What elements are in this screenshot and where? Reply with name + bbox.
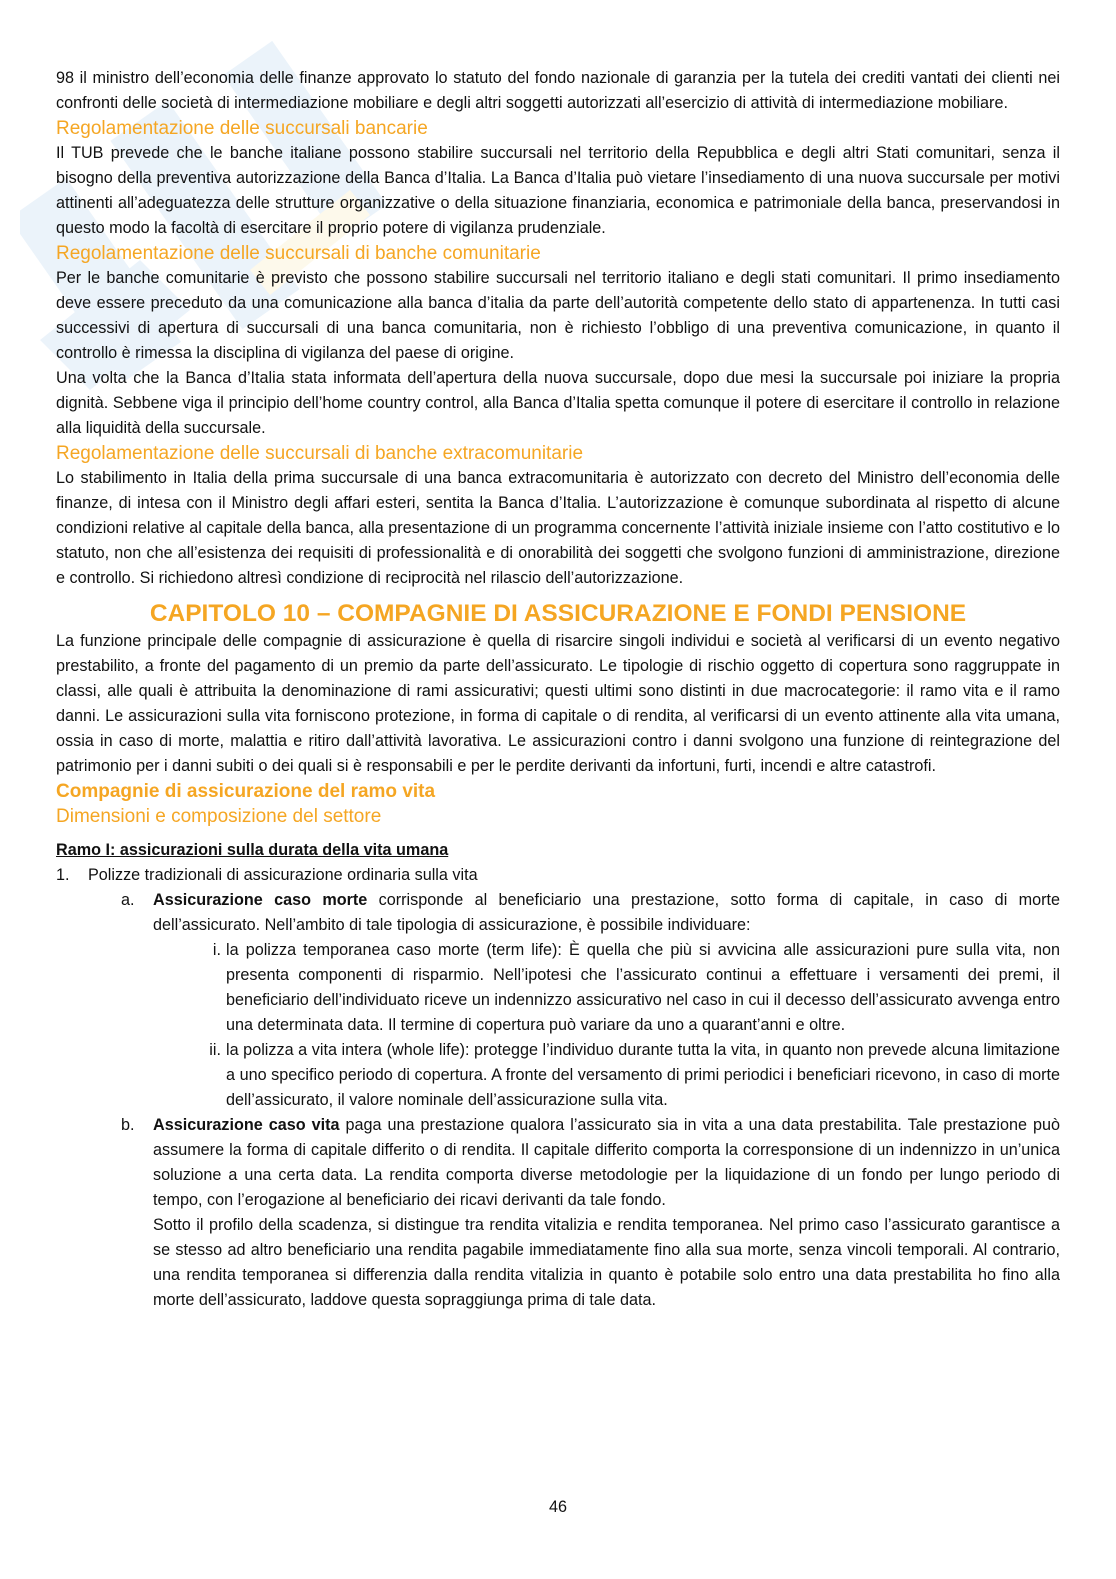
list-item-i xyxy=(56,938,1060,1038)
section-banche-extracomunitarie-body: Lo stabilimento in Italia della prima succursale di una banca extracomunitaria è autorizzato con decreto del Ministro dell’economia delle finanze, di intesa con il Ministro degli affari esteri, sentita la Banca d’Italia. L’autorizzazione è comunque subordinata al rispetto di alcune condizioni relative al capitale della banca, alla presentazione di un programma concernente l’attività iniziale insieme con l’atto costitutivo e lo statuto, non che all’esistenza dei requisiti di professionalità e di onorabilità dei soggetti che svolgono funzioni di amministrazione, direzione e controllo. Si richiedono altresì condizione di reciprocità nel rilascio dell’autorizzazione. xyxy=(56,469,1060,587)
list-item-text: Assicurazione caso vita paga una prestazione qualora l’assicurato sia in vita a una data prestabilita. Tale prestazione può assumere la forma di capitale differito o di rendita. Il capitale differito comporta la corresponsione di un indennizzo in un’unica soluzione a una certa data. La rendita comporta diverse metodologie per la liquidazione di un fondo per lungo periodo di tempo, con l’erogazione al beneficiario dei ricavi derivanti da tale fondo. xyxy=(153,1116,1061,1209)
document-page xyxy=(56,66,1060,1313)
subheading-ramo-vita: Compagnie di assicurazione del ramo vita xyxy=(56,781,436,802)
list-item-text: Polizze tradizionali di assicurazione ordinaria sulla vita xyxy=(88,866,478,884)
list-marker: i. xyxy=(212,941,221,959)
subheading-dimensioni-settore: Dimensioni e composizione del settore xyxy=(56,806,382,827)
list-item-b-continuation: Sotto il profilo della scadenza, si distingue tra rendita vitalizia e rendita temporanea. Nel primo caso l’assicurato garantisce a se stesso ad altro beneficiario una rendita pagabile immediatamente fino alla sua morte, senza vincoli temporali. Al contrario, una rendita temporanea si differenzia dalla rendita vitalizia in quanto è potabile solo entro una data prestabilita ho fino alla morte dell’assicurato, laddove questa sopraggiunga prima di tale data. xyxy=(153,1216,1060,1309)
list-marker: b. xyxy=(121,1116,135,1134)
section-heading-banche-extracomunitarie: Regolamentazione delle succursali di banche extracomunitarie xyxy=(56,443,584,464)
list-item-ii xyxy=(56,1038,1060,1113)
list-marker: ii. xyxy=(209,1041,221,1059)
section-heading-banche-comunitarie: Regolamentazione delle succursali di banche comunitarie xyxy=(56,243,541,264)
term-caso-morte: Assicurazione caso morte xyxy=(153,891,368,909)
page-number: 46 xyxy=(548,1498,567,1516)
intro-paragraph: 98 il ministro dell’economia delle finanze approvato lo statuto del fondo nazionale di garanzia per la tutela dei crediti vantati dei clienti nei confronti delle società di intermediazione mobiliare e degli altri soggetti autorizzati all’esercizio di attività di intermediazione mobiliare. xyxy=(56,69,1060,112)
section-banche-comunitarie-p2: Una volta che la Banca d’Italia stata informata dell’apertura della nuova succursale, dopo due mesi la succursale poi iniziare la propria dignità. Sebbene viga il principio dell’home country control, alla Banca d’Italia spetta comunque il potere di esercitare il controllo in relazione alla liquidità della succursale. xyxy=(56,369,1060,437)
list-item-text: la polizza a vita intera (whole life): protegge l’individuo durante tutta la vita, in quanto non prevede alcuna limitazione a uno specifico periodo di copertura. A fronte del versamento di primi periodici i beneficiari ricevono, in caso di morte dell’assicurato, il valore nominale dell’assicurazione sulla vita. xyxy=(226,1041,1060,1109)
list-item-text: Assicurazione caso morte corrisponde al beneficiario una prestazione, sotto forma di capitale, in caso di morte dell’assicurato. Nell’ambito di tale tipologia di assicurazione, è possibile individuare: xyxy=(153,891,1060,934)
section-succursali-bancarie-body: Il TUB prevede che le banche italiane possono stabilire succursali nel territorio della Repubblica e degli altri Stati comunitari, senza il bisogno della preventiva autorizzazione della Banca d’Italia. La Banca d’Italia può vietare l’insediamento di una nuova succursale per motivi attinenti all’adeguatezza delle strutture organizzative o della situazione finanziaria, economica e patrimoniale della banca, preservandosi in questo modo la facoltà di esercitare il proprio potere di vigilanza prudenziale. xyxy=(56,144,1060,237)
list-item-b xyxy=(56,1113,1060,1213)
chapter-intro-paragraph: La funzione principale delle compagnie di assicurazione è quella di risarcire singoli individui e società al verificarsi di un evento negativo prestabilito, a fronte del pagamento di un premio da parte dell’assicurato. Le tipologie di rischio oggetto di copertura sono raggruppate in classi, alle quali è attribuita la denominazione di rami assicurativi; questi ultimi sono distinti in due macrocategorie: il ramo vita e il ramo danni. Le assicurazioni sulla vita forniscono protezione, in forma di capitale o di rendita, al verificarsi di un evento attinente alla vita umana, ossia in caso di morte, malattia e ritiro dall’attività lavorativa. Le assicurazioni contro i danni svolgono una funzione di reintegrazione del patrimonio per i danni subiti o dei quali si è responsabili e per le perdite derivanti da infortuni, furti, incendi e altre catastrofi. xyxy=(56,632,1060,775)
term-caso-vita: Assicurazione caso vita xyxy=(153,1116,340,1134)
ramo-title: Ramo I: assicurazioni sulla durata della vita umana xyxy=(56,841,449,859)
list-item-1 xyxy=(56,863,1060,888)
list-item-a xyxy=(56,888,1060,938)
list-marker: a. xyxy=(121,891,135,909)
section-banche-comunitarie-p1: Per le banche comunitarie è previsto che possono stabilire succursali nel territorio italiano e degli stati comunitari. Il primo insediamento deve essere preceduto da una comunicazione alla banca d’italia da parte dell’autorità competente dello stato di appartenenza. In tutti casi successivi di apertura di succursali di una banca comunitaria, non è richiesto l’obbligo di una preventiva comunicazione, in quanto il controllo è rimessa la disciplina di vigilanza del paese di origine. xyxy=(56,269,1060,362)
list-marker: 1. xyxy=(56,866,70,884)
section-heading-succursali-bancarie: Regolamentazione delle succursali bancarie xyxy=(56,118,428,139)
chapter-title: CAPITOLO 10 – COMPAGNIE DI ASSICURAZIONE E FONDI PENSIONE xyxy=(149,600,967,627)
list-item-text: la polizza temporanea caso morte (term life): È quella che più si avvicina alle assicurazioni pure sulla vita, non presenta componenti di risparmio. Nell’ipotesi che l’assicurato continui a effettuare i versamenti dei premi, il beneficiario dell’individuato riceve un indennizzo assicurativo nel caso in cui il decesso dell’assicurato avvenga entro una determinata data. Il termine di copertura può variare da uno a quarant’anni e oltre. xyxy=(226,941,1060,1034)
